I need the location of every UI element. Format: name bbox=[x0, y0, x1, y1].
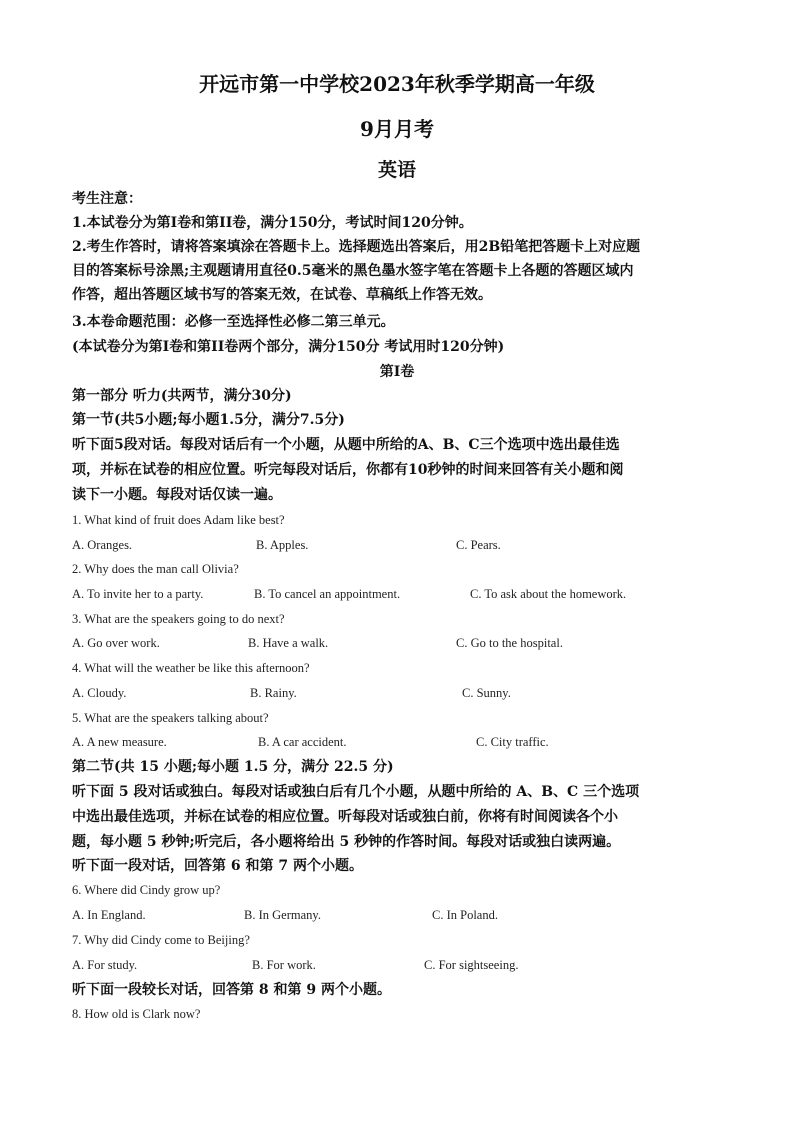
question-6-option-b: B. In Germany. bbox=[244, 908, 321, 922]
section1-instructions-line-1: 听下面5段对话。每段对话后有一个小题，从题中所给的A、B、C三个选项中选出最佳选 bbox=[72, 437, 620, 453]
question-7-option-b: B. For work. bbox=[252, 958, 316, 972]
section1-title: 第一节(共5小题;每小题1.5分，满分7.5分) bbox=[72, 412, 345, 428]
question-2-option-a: A. To invite her to a party. bbox=[72, 587, 204, 601]
question-1-option-b: B. Apples. bbox=[256, 538, 309, 552]
question-3-option-a: A. Go over work. bbox=[72, 636, 160, 650]
notice-item-2-line-1: 2.考生作答时，请将答案填涂在答题卡上。选择题选出答案后，用2B铅笔把答题卡上对应题 bbox=[72, 239, 641, 255]
volume-label: 第I卷 bbox=[379, 364, 415, 380]
notice-item-3: 3.本卷命题范围：必修一至选择性必修二第三单元。 bbox=[72, 314, 395, 330]
question-2: 2. Why does the man call Olivia? bbox=[72, 562, 239, 576]
question-2-option-c: C. To ask about the homework. bbox=[470, 587, 627, 601]
question-6-option-a: A. In England. bbox=[72, 908, 146, 922]
question-7-option-a: A. For study. bbox=[72, 958, 138, 972]
section1-instructions-line-2: 项，并标在试卷的相应位置。听完每段对话后，你都有10秒钟的时间来回答有关小题和阅 bbox=[72, 462, 624, 478]
question-1-option-c: C. Pears. bbox=[456, 538, 501, 552]
question-4-option-b: B. Rainy. bbox=[250, 686, 297, 700]
section2-instructions-line-1: 听下面 5 段对话或独白。每段对话或独白后有几个小题，从题中所给的 A、B、C 三个选项 bbox=[72, 784, 640, 800]
notice-item-1: 1.本试卷分为第I卷和第II卷，满分150分，考试时间120分钟。 bbox=[72, 215, 473, 231]
question-4: 4. What will the weather be like this afternoon? bbox=[72, 661, 310, 675]
dialog-intro-6-7: 听下面一段对话，回答第 6 和第 7 两个小题。 bbox=[72, 858, 363, 874]
question-7-option-c: C. For sightseeing. bbox=[424, 958, 519, 972]
question-2-option-b: B. To cancel an appointment. bbox=[254, 587, 401, 601]
question-5-option-c: C. City traffic. bbox=[476, 735, 549, 749]
question-3-option-b: B. Have a walk. bbox=[248, 636, 329, 650]
question-4-option-c: C. Sunny. bbox=[462, 686, 511, 700]
section2-instructions-line-2: 中选出最佳选项，并标在试卷的相应位置。听每段对话或独白前，你将有时间阅读各个小 bbox=[72, 809, 618, 825]
part1-title: 第一部分 听力(共两节，满分30分) bbox=[72, 388, 292, 404]
notice-heading: 考生注意： bbox=[72, 191, 142, 207]
question-5: 5. What are the speakers talking about? bbox=[72, 711, 269, 725]
question-7: 7. Why did Cindy come to Beijing? bbox=[72, 933, 250, 947]
question-8: 8. How old is Clark now? bbox=[72, 1007, 201, 1021]
question-3-option-c: C. Go to the hospital. bbox=[456, 636, 563, 650]
exam-title: 开远市第一中学校2023年秋季学期高一年级 bbox=[199, 72, 595, 96]
question-6-option-c: C. In Poland. bbox=[432, 908, 498, 922]
question-5-option-b: B. A car accident. bbox=[258, 735, 347, 749]
question-1: 1. What kind of fruit does Adam like best? bbox=[72, 513, 285, 527]
question-5-option-a: A. A new measure. bbox=[72, 735, 167, 749]
section2-instructions-line-3: 题，每小题 5 秒钟;听完后，各小题将给出 5 秒钟的作答时间。每段对话或独白读两遍。 bbox=[72, 834, 621, 850]
notice-item-2-line-3: 作答，超出答题区域书写的答案无效，在试卷、草稿纸上作答无效。 bbox=[72, 287, 492, 303]
section2-title: 第二节(共 15 小题;每小题 1.5 分，满分 22.5 分) bbox=[72, 759, 394, 775]
section1-instructions-line-3: 读下一小题。每段对话仅读一遍。 bbox=[72, 487, 282, 503]
exam-subject: 英语 bbox=[377, 159, 416, 181]
question-4-option-a: A. Cloudy. bbox=[72, 686, 127, 700]
question-1-option-a: A. Oranges. bbox=[72, 538, 133, 552]
question-6: 6. Where did Cindy grow up? bbox=[72, 883, 221, 897]
exam-subtitle: 9月月考 bbox=[360, 117, 434, 141]
dialog-intro-8-9: 听下面一段较长对话，回答第 8 和第 9 两个小题。 bbox=[72, 982, 391, 998]
notice-summary: (本试卷分为第I卷和第II卷两个部分，满分150分 考试用时120分钟) bbox=[72, 339, 505, 355]
question-3: 3. What are the speakers going to do next? bbox=[72, 612, 285, 626]
notice-item-2-line-2: 目的答案标号涂黑;主观题请用直径0.5毫米的黑色墨水签字笔在答题卡上各题的答题区域内 bbox=[72, 263, 634, 279]
